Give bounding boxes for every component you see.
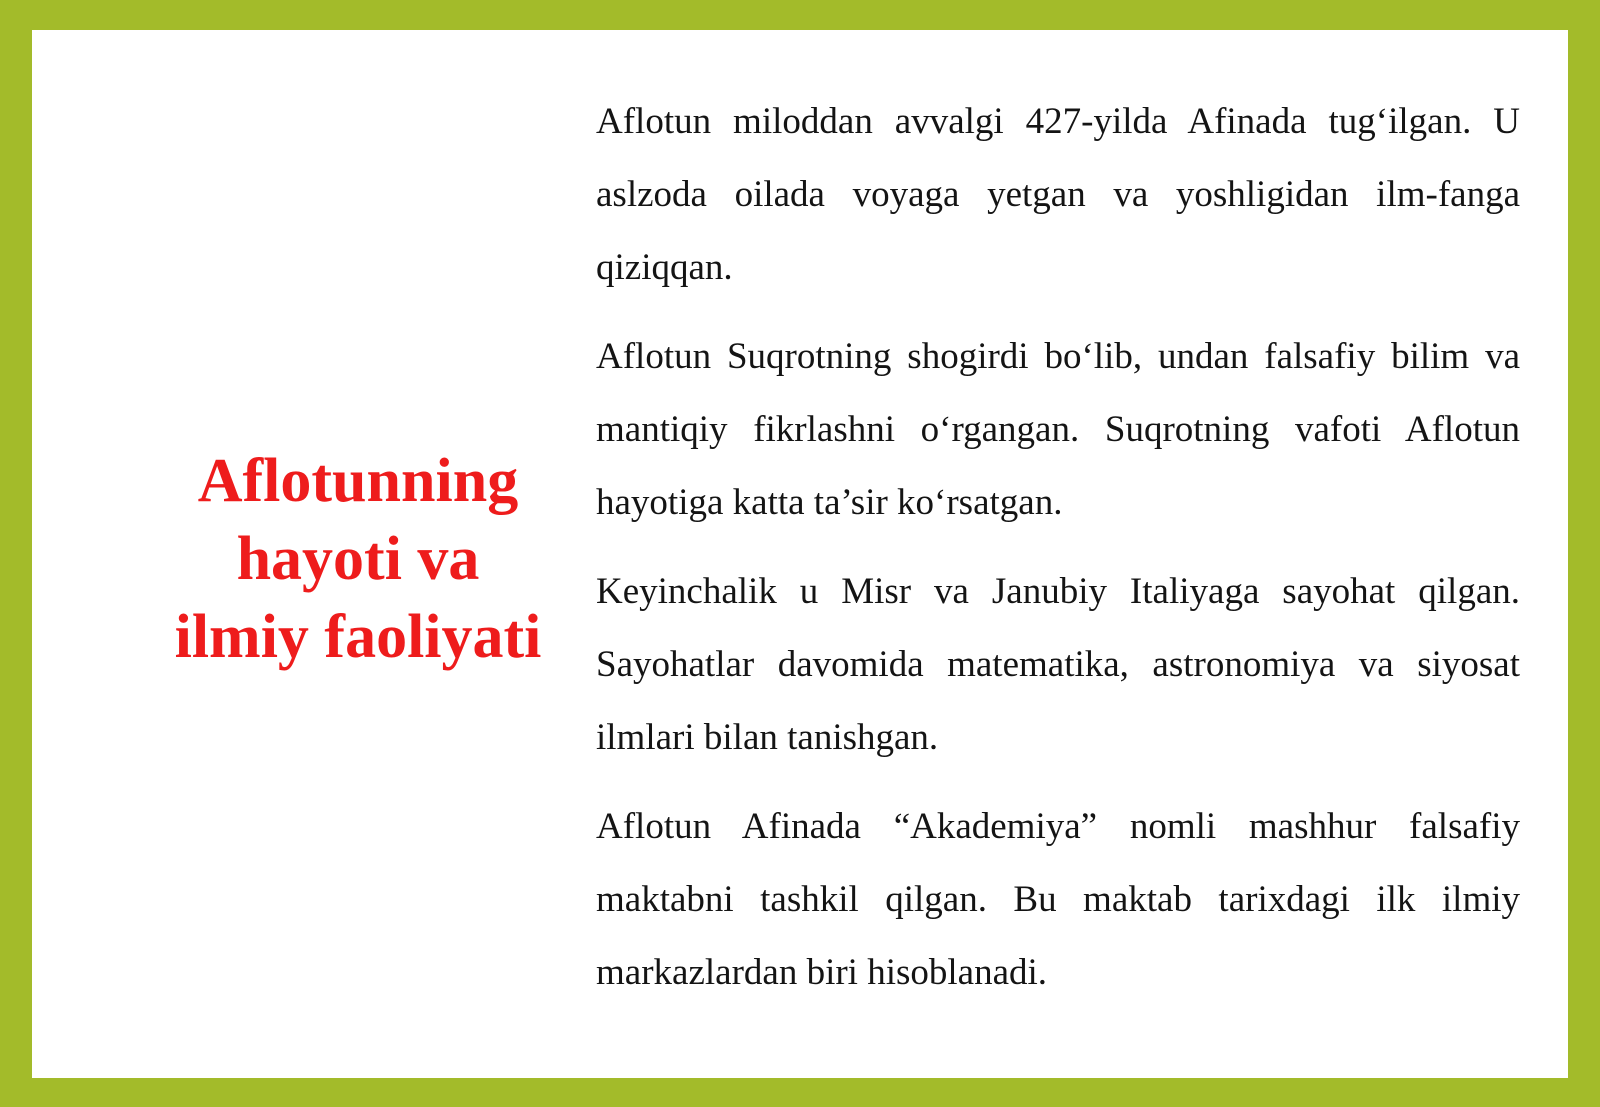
body-text xyxy=(596,85,1520,1025)
paragraph-socrates: Aflotun Suqrotning shogirdi bo‘lib, undan falsafiy bilim va mantiqiy fikrlashni o‘rgangan. Suqrotning vafoti Aflotun hayotiga katta ta’sir ko‘rsatgan. xyxy=(596,336,1520,523)
slide xyxy=(32,30,1568,1078)
paragraph-birth: Aflotun miloddan avvalgi 427-yilda Afinada tug‘ilgan. U aslzoda oilada voyaga yetgan va yoshligidan ilm-fanga qiziqqan. xyxy=(596,101,1520,288)
title-line: ilmiy faoliyati xyxy=(174,603,542,671)
paragraph-travels: Keyinchalik u Misr va Janubiy Italiyaga sayohat qilgan. Sayohatlar davomida matematika, astronomiya va siyosat ilmlari bilan tanishgan. xyxy=(596,571,1520,758)
title-line: Aflotunning xyxy=(197,447,519,515)
paragraph-academy: Aflotun Afinada “Akademiya” nomli mashhur falsafiy maktabni tashkil qilgan. Bu maktab tarixdagi ilk ilmiy markazlardan biri hisoblanadi. xyxy=(596,806,1520,993)
title-line: hayoti va xyxy=(236,525,480,593)
slide-title xyxy=(132,442,584,676)
